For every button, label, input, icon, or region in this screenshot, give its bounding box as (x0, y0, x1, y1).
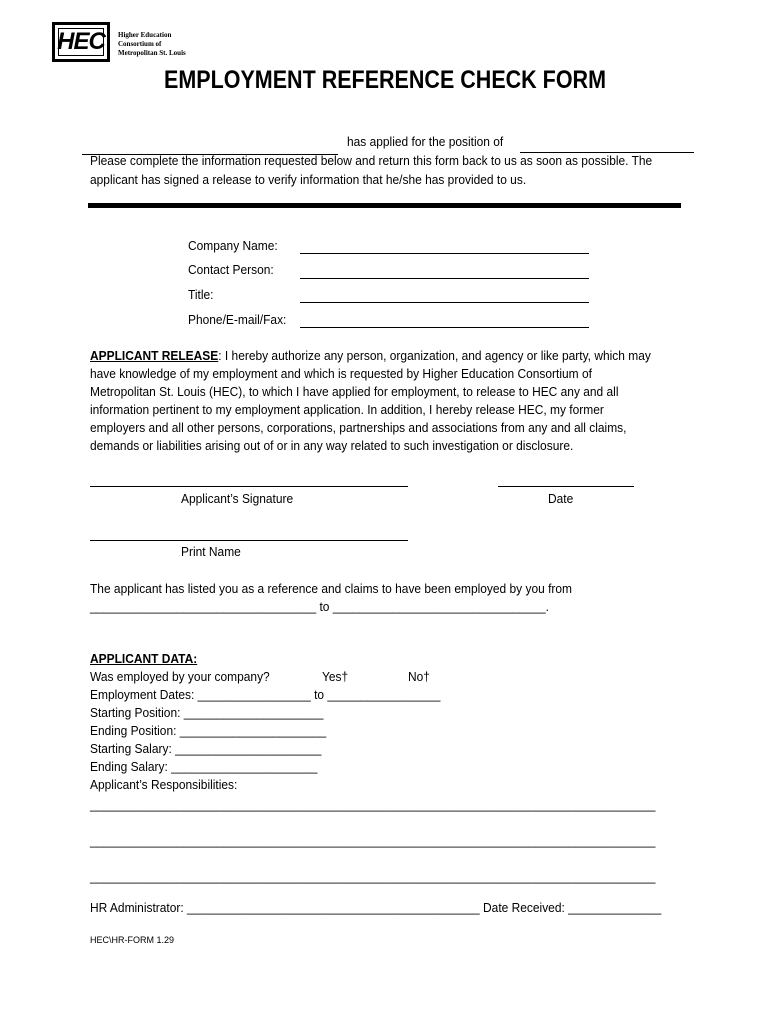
company-name-field[interactable] (300, 253, 589, 254)
responsibilities-line-1[interactable]: _____________________________________________________________________________________ (90, 797, 656, 812)
print-name-field[interactable] (90, 540, 408, 541)
org-line-3: Metropolitan St. Louis (118, 49, 186, 57)
title-label: Title: (188, 287, 214, 302)
company-name-label: Company Name: (188, 238, 278, 253)
signature-field[interactable] (90, 486, 408, 487)
release-line-6: demands or liabilities arising out of or in any way related to such investigation or disclosure. (90, 438, 574, 453)
org-line-2: Consortium of (118, 40, 162, 48)
yes-checkbox[interactable]: Yes† (322, 669, 349, 684)
contact-person-label: Contact Person: (188, 262, 274, 277)
page-title: EMPLOYMENT REFERENCE CHECK FORM (164, 66, 606, 94)
release-line-4: information pertinent to my employment application. In addition, I hereby release HEC, my former (90, 402, 604, 417)
phone-label: Phone/E-mail/Fax: (188, 312, 287, 327)
responsibilities-label: Applicant’s Responsibilities: (90, 777, 238, 792)
starting-salary-field[interactable]: Starting Salary: ______________________ (90, 741, 322, 756)
intro-line-2: applicant has signed a release to verify information that he/she has provided to us. (90, 172, 527, 187)
ending-salary-field[interactable]: Ending Salary: ______________________ (90, 759, 318, 774)
applied-text: has applied for the position of (347, 134, 504, 149)
title-field[interactable] (300, 302, 589, 303)
org-name (118, 31, 186, 58)
starting-position-field[interactable]: Starting Position: _____________________ (90, 705, 324, 720)
release-line-2: have knowledge of my employment and which is requested by Higher Education Consortium of (90, 366, 592, 381)
release-line-3: Metropolitan St. Louis (HEC), to which I have applied for employment, to release to HEC any and all (90, 384, 619, 399)
reference-dates-field[interactable]: __________________________________ to ________________________________. (90, 599, 549, 614)
release-line-5: employers and all other persons, corporations, partnerships and associations from any and all claims, (90, 420, 627, 435)
hr-admin-field[interactable]: HR Administrator: ____________________________________________ Date Received: ______________ (90, 900, 662, 915)
employed-question: Was employed by your company? (90, 669, 270, 684)
phone-field[interactable] (300, 327, 589, 328)
responsibilities-line-3[interactable]: _____________________________________________________________________________________ (90, 869, 656, 884)
no-checkbox[interactable]: No† (408, 669, 430, 684)
date-label: Date (548, 491, 574, 506)
signature-label: Applicant’s Signature (181, 491, 294, 506)
hec-logo (52, 22, 110, 62)
release-heading: APPLICANT RELEASE (90, 348, 219, 363)
release-line-1: : I hereby authorize any person, organization, and agency or like party, which may (218, 348, 651, 363)
section-divider (88, 203, 681, 208)
contact-person-field[interactable] (300, 278, 589, 279)
print-name-label: Print Name (181, 544, 241, 559)
date-field[interactable] (498, 486, 634, 487)
org-line-1: Higher Education (118, 31, 172, 39)
reference-line-1: The applicant has listed you as a reference and claims to have been employed by you from (90, 581, 573, 596)
applicant-data-heading: APPLICANT DATA: (90, 651, 198, 666)
logo-text: HEC (57, 28, 105, 55)
applicant-release (90, 347, 651, 455)
responsibilities-line-2[interactable]: _____________________________________________________________________________________ (90, 833, 656, 848)
intro-line-1: Please complete the information requested below and return this form back to us as soon as possible. The (90, 153, 653, 168)
employment-dates-field[interactable]: Employment Dates: _________________ to _________________ (90, 687, 441, 702)
ending-position-field[interactable]: Ending Position: ______________________ (90, 723, 327, 738)
form-id: HEC\HR-FORM 1.29 (90, 935, 175, 945)
